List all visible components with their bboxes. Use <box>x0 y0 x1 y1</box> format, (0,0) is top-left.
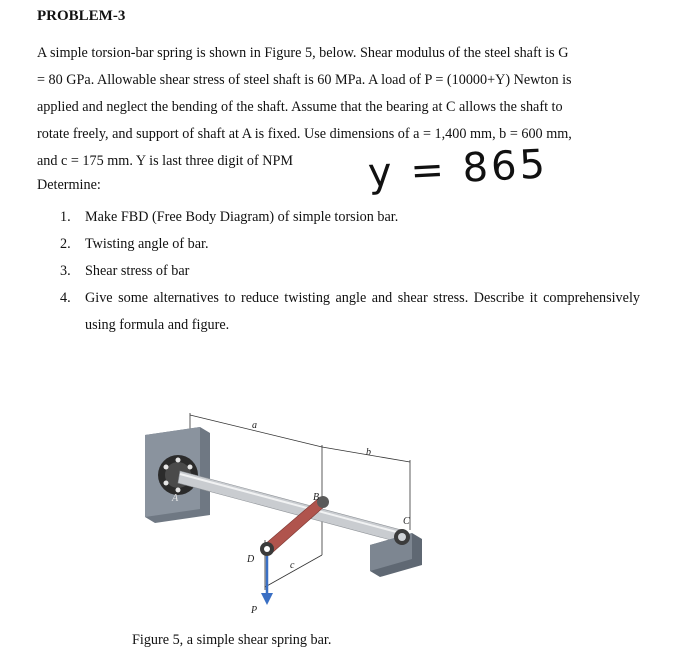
task-item <box>60 258 640 285</box>
statement-line: rotate freely, and support of shaft at A is fixed. Use dimensions of a = 1,400 mm, b = 600 mm, <box>37 126 572 142</box>
label-B: B <box>313 492 320 503</box>
task-item <box>60 231 640 258</box>
determine-label: Determine: <box>37 177 101 193</box>
handwritten-note: y = 865 <box>366 141 550 197</box>
label-C: C <box>403 516 410 527</box>
task-item <box>60 204 640 231</box>
statement-line: A simple torsion-bar spring is shown in Figure 5, below. Shear modulus of the steel shaft is G <box>37 45 569 61</box>
label-P: P <box>251 605 258 616</box>
problem-title: PROBLEM-3 <box>37 8 126 24</box>
fixed-support-a <box>145 427 210 523</box>
task-text: Shear stress of bar <box>85 263 190 279</box>
label-a: a <box>252 420 257 431</box>
task-number: 2. <box>60 236 71 252</box>
load-arrow <box>261 556 273 605</box>
torsion-bar-diagram <box>130 405 430 625</box>
task-text: Give some alternatives to reduce twisting angle and shear stress. Describe it comprehensively using formula and figure. <box>85 290 640 333</box>
label-b: b <box>366 447 371 458</box>
figure-caption: Figure 5, a simple shear spring bar. <box>132 632 332 648</box>
task-text: Twisting angle of bar. <box>85 236 209 252</box>
label-D: D <box>247 554 255 565</box>
task-number: 1. <box>60 209 71 225</box>
task-number: 4. <box>60 290 71 306</box>
statement-line: applied and neglect the bending of the shaft. Assume that the bearing at C allows the shaft to <box>37 99 563 115</box>
task-item <box>60 285 640 339</box>
torsion-bar-figure <box>130 405 430 630</box>
task-text: Make FBD (Free Body Diagram) of simple torsion bar. <box>85 209 399 225</box>
label-c: c <box>290 560 295 571</box>
label-A: A <box>172 493 179 504</box>
statement-line: and c = 175 mm. Y is last three digit of NPM <box>37 153 293 169</box>
task-list <box>60 204 640 339</box>
task-number: 3. <box>60 263 71 279</box>
statement-line: = 80 GPa. Allowable shear stress of steel shaft is 60 MPa. A load of P = (10000+Y) Newton is <box>37 72 572 88</box>
